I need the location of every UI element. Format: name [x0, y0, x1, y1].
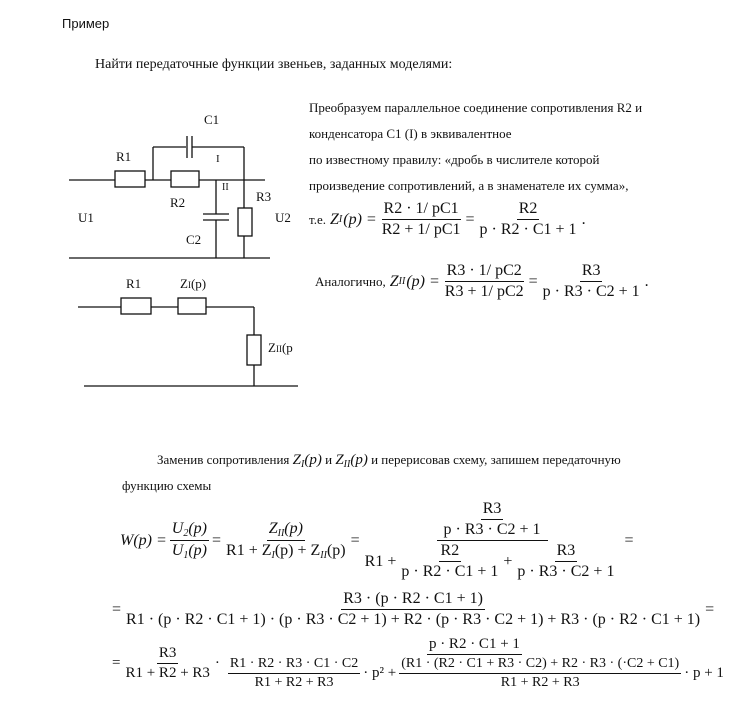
w-z-num-a: Z	[268, 520, 278, 537]
w3-c-den: R1 + R2 + R3	[254, 675, 334, 690]
w3-dot: ·	[214, 655, 220, 671]
formula-zi-frac-2	[478, 200, 579, 239]
w-z-den-mid: (p) + Z	[274, 542, 321, 559]
formula-zii-frac-1	[443, 262, 526, 301]
w3-p2: · p² +	[363, 665, 397, 681]
w-big-den-plus: +	[503, 552, 513, 570]
w-z-den-sub1: I	[271, 550, 275, 561]
formula-zi-eq: =	[465, 210, 475, 228]
explanation-line-1: Преобразуем параллельное соединение сопротивления R2 и	[309, 100, 643, 115]
para2-text-a: Заменив сопротивления	[157, 452, 290, 467]
label-zi-sub: I	[187, 280, 191, 290]
label-zii-letter: Z	[268, 340, 276, 355]
formula-zii-frac-2	[541, 262, 642, 301]
explanation-line-4: произведение сопротивлений, а в знаменателе их сумма»,	[309, 178, 629, 193]
formula-zi-dot: .	[581, 210, 586, 228]
label-u1: U1	[78, 210, 94, 225]
para2-line-2: функцию схемы	[122, 478, 212, 493]
w3-frac-a	[123, 645, 211, 682]
w-big-den-frac-a	[399, 542, 500, 581]
w3-frac-c	[228, 656, 360, 691]
formula-w-line-1	[120, 500, 633, 581]
w-big-den-b-top: R3	[555, 542, 578, 562]
label-c1: C1	[204, 112, 220, 127]
w3-end: · p + 1	[684, 665, 724, 681]
w3-frac-b	[223, 636, 726, 691]
formula-zi	[309, 200, 586, 239]
w-frac-z-den	[224, 541, 348, 561]
task-text: Найти передаточные функции звеньев, заданных моделями:	[95, 57, 453, 72]
formula-zi-sub: I	[338, 214, 343, 225]
explanation-line-3: по известному правилу: «дробь в числителе которой	[309, 152, 600, 167]
label-zii	[268, 340, 293, 356]
para2-zii-arg: (p)	[350, 452, 368, 468]
w-big-den-a-bot: p · R2 · C1 + 1	[401, 563, 499, 580]
formula-zi-num-1: R2 · 1/ pC1	[382, 200, 461, 220]
w-big-num-frac	[442, 500, 543, 539]
w3-b-num: p · R2 · C1 + 1	[427, 636, 522, 655]
formula-zi-frac-1	[380, 200, 463, 239]
para2-zi-sub: I	[301, 459, 305, 470]
formula-zi-lhs: Z	[329, 210, 339, 228]
w-eq-2: =	[350, 531, 360, 549]
w-z-den-a: R1 + Z	[226, 542, 272, 559]
para2-line-1	[157, 452, 621, 470]
formula-zii-dot: .	[644, 272, 649, 290]
w3-a-num: R3	[157, 645, 179, 664]
label-zi-letter: Z	[180, 276, 188, 291]
label-node-ii: II	[222, 182, 229, 193]
para2-zi: Z	[292, 452, 301, 468]
w-z-num-b: (p)	[284, 520, 303, 537]
formula-zii-lhs: Z	[389, 272, 399, 290]
formula-zii-den-2: p · R3 · C2 + 1	[542, 283, 640, 300]
formula-zii-num-1: R3 · 1/ pC2	[445, 262, 524, 282]
w3-eq-lead: =	[112, 655, 121, 671]
w3-b-den	[223, 655, 726, 691]
w2-eq-trail: =	[705, 600, 715, 618]
para2-text-b: и	[325, 452, 333, 467]
w3-a-den: R1 + R2 + R3	[125, 665, 210, 681]
w-u1: U	[171, 542, 184, 559]
formula-w-line-3	[112, 636, 729, 691]
w-z-den-sub2: II	[320, 550, 327, 561]
w-frac-big	[363, 500, 622, 581]
heading: Пример	[62, 16, 110, 31]
label-u2: U2	[275, 210, 291, 225]
formula-zii-num-2: R3	[580, 262, 603, 282]
w-frac-u-den	[170, 541, 209, 561]
w2-num: R3 · (p · R2 · C1 + 1)	[341, 590, 485, 610]
formula-zii-arg: (p) =	[406, 272, 440, 290]
label-r3: R3	[256, 189, 272, 204]
w-big-den-b-bot: p · R3 · C2 + 1	[517, 563, 615, 580]
label-zi	[180, 276, 206, 292]
label-r1-b: R1	[126, 276, 142, 291]
para2-zii: Z	[335, 452, 344, 468]
formula-w-line-2	[112, 590, 714, 629]
w-big-num-bot: p · R3 · C2 + 1	[443, 521, 541, 538]
w3-d-den: R1 + R2 + R3	[500, 675, 580, 690]
w-big-den-frac-b	[515, 542, 616, 581]
w-frac-u	[170, 520, 209, 561]
te-label: т.е.	[309, 211, 326, 227]
w3-frac-d	[399, 656, 681, 691]
formula-zi-arg: (p) =	[343, 210, 377, 228]
w-z-num-sub: II	[277, 528, 285, 539]
w-big-num-top: R3	[481, 500, 504, 520]
w-frac-z-num	[267, 520, 305, 541]
w-big-den-a-top: R2	[439, 542, 462, 562]
formula-zii-den-1: R3 + 1/ pC2	[444, 283, 524, 300]
explanation-line-2: конденсатора C1 (I) в эквивалентное	[309, 126, 512, 141]
w3-c-num: R1 · R2 · R3 · C1 · C2	[228, 656, 360, 674]
formula-zii-eq: =	[528, 272, 538, 290]
label-r2: R2	[170, 195, 186, 210]
formula-zi-den-1: R2 + 1/ pC1	[381, 221, 461, 238]
w-u2-sub: 2	[183, 528, 189, 539]
analog-label: Аналогично,	[315, 273, 386, 289]
w-u1-sub: 1	[183, 550, 189, 561]
w-frac-z	[224, 520, 348, 561]
w-frac-big-den	[363, 541, 622, 581]
label-c2: C2	[186, 232, 202, 247]
w-frac-u-num	[170, 520, 209, 541]
para2-zi-arg: (p)	[304, 452, 322, 468]
formula-zi-num-2: R2	[517, 200, 540, 220]
w-frac-big-num	[437, 500, 548, 541]
w-eq-1: =	[212, 531, 222, 549]
formula-zii	[315, 262, 649, 301]
formula-zi-den-2: p · R2 · C1 + 1	[479, 221, 577, 238]
w-lhs: W(p) =	[120, 531, 167, 549]
w2-eq-lead: =	[112, 600, 122, 618]
label-node-i: I	[216, 153, 220, 165]
label-zii-sub: II	[275, 344, 282, 354]
para2-text-c: и перерисовав схему, запишем передаточную	[371, 452, 621, 467]
w2-frac	[124, 590, 702, 629]
w-z-den-end: (p)	[326, 542, 346, 559]
w2-den: R1 · (p · R2 · C1 + 1) · (p · R3 · C2 + 1) + R2 · (p · R3 · C2 + 1) + R3 · (p · R2 · C1 + 1)	[126, 611, 701, 628]
label-zi-arg: (p)	[190, 276, 207, 291]
w-u1-arg: (p)	[188, 542, 207, 559]
w-u2-arg: (p)	[188, 520, 207, 537]
formula-zii-sub: II	[398, 276, 406, 287]
w-eq-3: =	[624, 531, 634, 549]
label-zii-arg: (p	[281, 340, 293, 355]
w3-d-num: (R1 · (R2 · C1 + R3 · C2) + R2 · R3 · (·C2 + C1)	[399, 656, 681, 674]
w-u2: U	[171, 520, 184, 537]
para2-zii-sub: II	[343, 459, 351, 470]
w-big-den-r1: R1 +	[364, 552, 397, 570]
label-r1: R1	[116, 149, 132, 164]
